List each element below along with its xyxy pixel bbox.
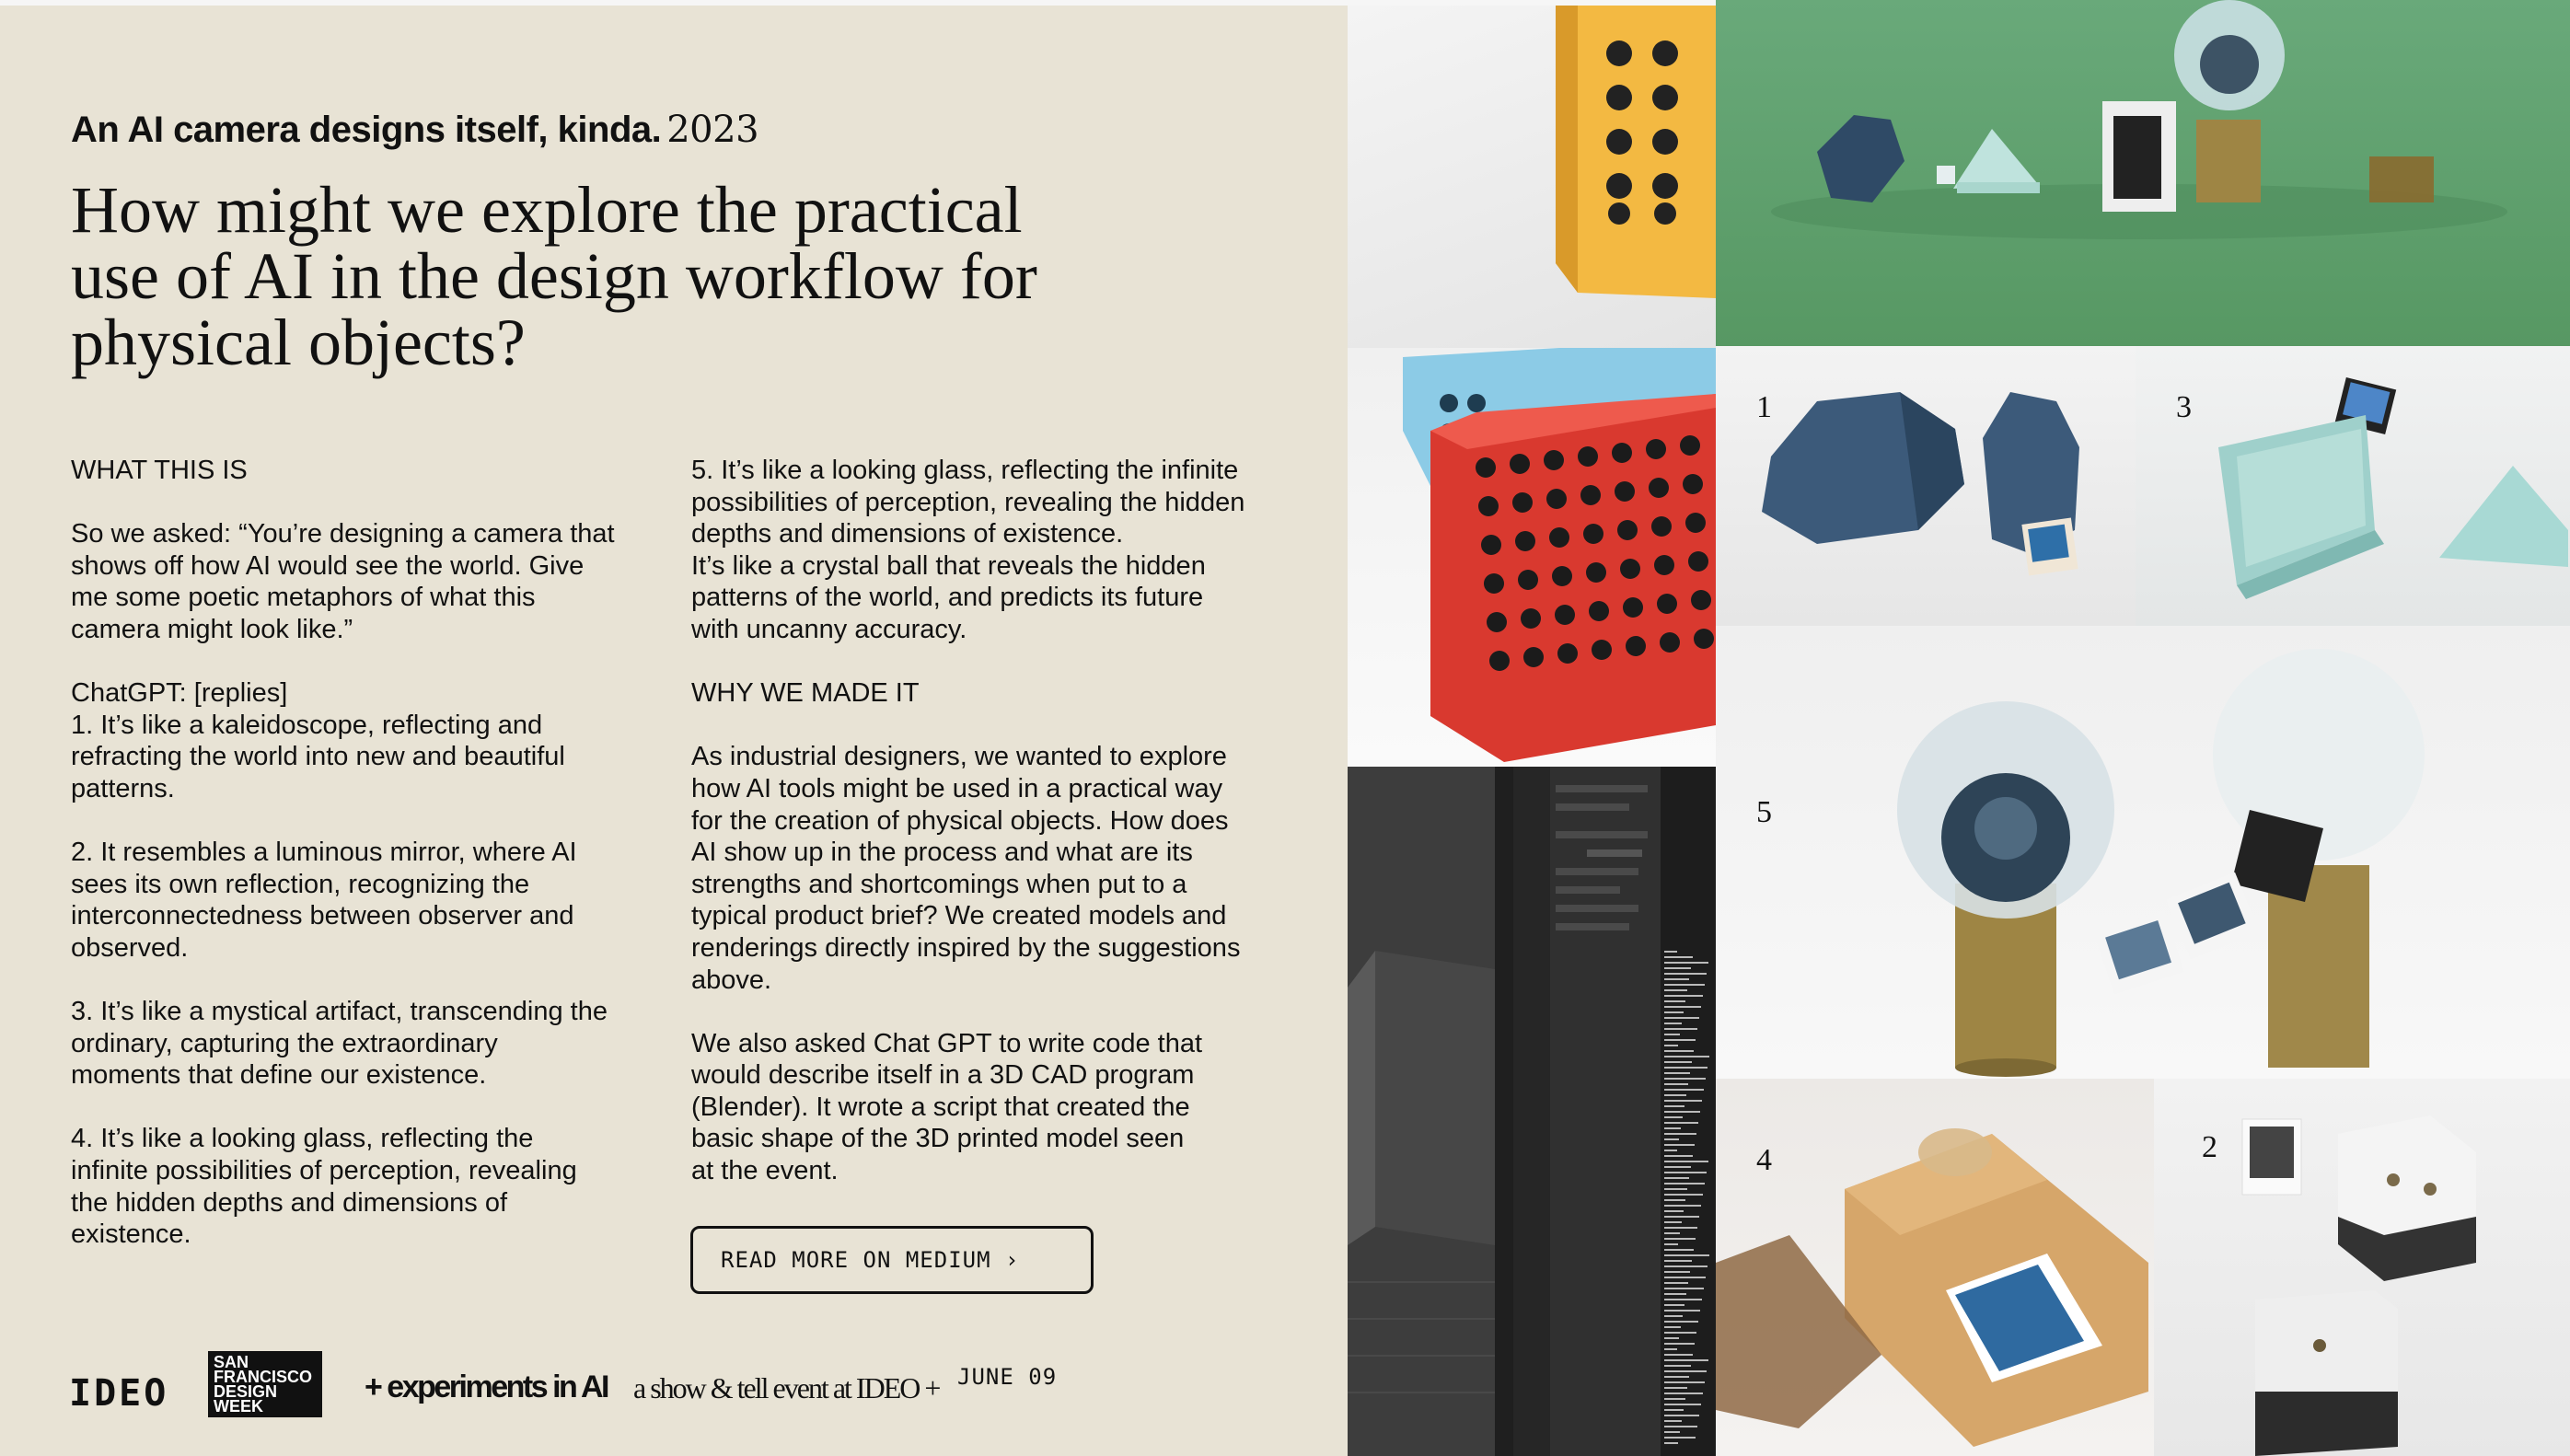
code-line	[1664, 1089, 1704, 1091]
text-line: 2. It resembles a luminous mirror, where AI	[71, 838, 577, 868]
speaker-hole	[1612, 443, 1632, 463]
yellow-camera-render	[1348, 6, 1716, 348]
text-line: above.	[691, 965, 772, 995]
speaker-hole	[1578, 446, 1598, 467]
concept-number-1: 1	[1756, 390, 1772, 424]
code-line	[1664, 1094, 1686, 1096]
text-line: It’s like a crystal ball that reveals the hidden	[691, 550, 1206, 581]
code-line	[1664, 984, 1705, 986]
code-line	[1664, 1387, 1687, 1389]
code-line	[1664, 1039, 1696, 1041]
speaker-hole	[1583, 524, 1603, 544]
code-line	[1664, 1426, 1697, 1427]
code-line	[1664, 1442, 1678, 1444]
speaker-hole	[1481, 535, 1501, 555]
code-line	[1664, 1028, 1697, 1030]
speaker-hole	[1487, 612, 1507, 632]
code-line	[1664, 1415, 1699, 1416]
text-line: ordinary, capturing the extraordinary	[71, 1028, 498, 1058]
code-line	[1664, 951, 1677, 953]
code-line	[1664, 1111, 1700, 1113]
blender-script-editor	[1661, 767, 1716, 1456]
sfdw-line: SAN	[214, 1353, 249, 1371]
speaker-hole	[1523, 647, 1544, 667]
ideo-logo: IDEO	[69, 1372, 169, 1415]
code-line	[1664, 1177, 1689, 1179]
paragraph-gap	[71, 646, 615, 678]
speaker-hole	[1646, 439, 1666, 459]
red-blue-camera-illustration	[1348, 348, 1716, 767]
text-line: We also asked Chat GPT to write code that	[691, 1028, 1203, 1058]
event-date: JUNE 09	[957, 1364, 1058, 1390]
concept-2-render	[2154, 1079, 2570, 1456]
code-line	[1664, 1326, 1681, 1328]
code-line	[1664, 1365, 1691, 1367]
code-line	[1664, 1354, 1693, 1356]
text-line: at the event.	[691, 1156, 839, 1186]
headline-line: use of AI in the design workflow for	[71, 239, 1037, 313]
code-line	[1664, 1254, 1709, 1256]
speaker-hole	[1660, 632, 1680, 653]
text-line: shows off how AI would see the world. Give	[71, 550, 585, 581]
speaker-hole	[1654, 555, 1674, 575]
concept-5-render	[1716, 626, 2570, 1079]
code-line	[1664, 1277, 1706, 1278]
text-line: renderings directly inspired by the suggestions	[691, 932, 1241, 963]
text-line: patterns.	[71, 773, 175, 803]
code-line	[1664, 1105, 1684, 1107]
speaker-hole	[1589, 601, 1609, 621]
concept-number-3: 3	[2176, 390, 2192, 424]
sfdw-line: WEEK	[214, 1397, 263, 1416]
code-line	[1664, 962, 1708, 964]
code-line	[1664, 1221, 1682, 1223]
code-line	[1664, 1133, 1696, 1135]
camera-family-render	[1716, 0, 2570, 346]
text-line: with uncanny accuracy.	[691, 614, 967, 644]
concept-4-render	[1716, 1079, 2154, 1456]
code-line	[1664, 995, 1703, 997]
speaker-hole	[1478, 496, 1499, 516]
speaker-hole	[1484, 573, 1504, 594]
speaker-hole	[1546, 489, 1567, 509]
code-line	[1664, 1232, 1680, 1234]
code-line	[1664, 1238, 1696, 1240]
paragraph-gap	[71, 965, 615, 997]
code-line	[1664, 1210, 1684, 1212]
text-line: refracting the world into new and beautiful	[71, 742, 565, 772]
speaker-hole	[1476, 457, 1496, 478]
what-this-is-column	[71, 455, 615, 1251]
code-line	[1664, 1271, 1690, 1273]
text-line: 4. It’s like a looking glass, reflecting the	[71, 1124, 534, 1154]
speaker-hole	[1512, 492, 1533, 513]
text-line: moments that define our existence.	[71, 1060, 487, 1091]
code-line	[1664, 1138, 1679, 1140]
code-line	[1664, 1249, 1694, 1251]
text-line: interconnectedness between observer and	[71, 901, 574, 931]
paragraph-gap	[71, 1092, 615, 1124]
speaker-hole	[1623, 597, 1643, 618]
concept-number-4: 4	[1756, 1143, 1772, 1177]
speaker-hole	[1580, 485, 1601, 505]
speaker-hole	[1649, 478, 1669, 498]
speaker-hole	[1688, 551, 1708, 572]
code-line	[1664, 1337, 1679, 1339]
code-line	[1664, 978, 1689, 980]
speaker-hole	[1691, 590, 1711, 610]
experiments-in-ai-logo: + experiments in AI	[365, 1369, 608, 1404]
text-line: depths and dimensions of existence.	[691, 519, 1124, 549]
code-line	[1664, 1194, 1703, 1196]
code-line	[1664, 1398, 1685, 1400]
code-line	[1664, 1006, 1701, 1008]
page-headline	[71, 173, 1175, 379]
script-lines	[1661, 767, 1716, 1456]
prism-camera-illustration	[2136, 346, 2570, 626]
code-line	[1664, 1023, 1682, 1024]
code-line	[1664, 1392, 1703, 1394]
project-title-text: An AI camera designs itself, kinda.	[71, 110, 662, 150]
sf-design-week-logo	[208, 1351, 322, 1417]
code-line	[1664, 1161, 1708, 1162]
code-line	[1664, 1199, 1685, 1201]
paragraph-gap	[691, 996, 1244, 1028]
speaker-hole	[1615, 481, 1635, 502]
concept-number-2: 2	[2202, 1130, 2217, 1164]
text-line: for the creation of physical objects. How does	[691, 805, 1229, 836]
code-line	[1664, 1011, 1684, 1013]
code-line	[1664, 1348, 1677, 1350]
speaker-hole	[1549, 527, 1569, 548]
speaker-hole	[1544, 450, 1564, 470]
code-line	[1664, 1332, 1696, 1334]
code-line	[1664, 967, 1691, 969]
code-line	[1664, 1034, 1680, 1035]
code-line	[1664, 1343, 1695, 1345]
text-line: ChatGPT: [replies]	[71, 678, 288, 709]
hexagonal-camera-illustration	[1716, 346, 2136, 626]
code-line	[1664, 1310, 1700, 1312]
info-panel	[0, 6, 1348, 1456]
code-line	[1664, 1127, 1681, 1129]
concept-3-render	[2136, 346, 2570, 626]
code-line	[1664, 1282, 1688, 1284]
text-line: So we asked: “You’re designing a camera that	[71, 519, 615, 549]
text-line: AI show up in the process and what are its	[691, 838, 1193, 868]
blender-viewport	[1348, 767, 1495, 1456]
show-and-tell-text: a show & tell event at IDEO +	[633, 1371, 940, 1404]
code-line	[1664, 1017, 1699, 1019]
code-line	[1664, 1067, 1708, 1069]
code-line	[1664, 1083, 1688, 1085]
speaker-hole	[1685, 513, 1706, 533]
code-line	[1664, 1359, 1708, 1361]
why-we-made-it-column	[691, 455, 1244, 1187]
code-line	[1664, 1216, 1699, 1218]
code-line	[1664, 1299, 1702, 1300]
code-line	[1664, 1078, 1706, 1080]
concept-1-render	[1716, 346, 2136, 626]
code-line	[1664, 1404, 1701, 1405]
text-line: As industrial designers, we wanted to explore	[691, 742, 1227, 772]
text-line: WHAT THIS IS	[71, 456, 248, 485]
blender-properties-panel	[1550, 767, 1661, 1456]
code-line	[1664, 1183, 1705, 1184]
code-line	[1664, 1000, 1685, 1002]
code-line	[1664, 1409, 1684, 1411]
speaker-hole	[1651, 516, 1672, 537]
text-line: existence.	[71, 1219, 191, 1250]
viewport-cube-icon	[1348, 767, 1495, 1456]
code-line	[1664, 1437, 1696, 1439]
code-line	[1664, 1321, 1698, 1323]
text-line: camera might look like.”	[71, 614, 353, 644]
code-line	[1664, 1166, 1691, 1168]
code-line	[1664, 1072, 1690, 1074]
speaker-hole	[1521, 608, 1541, 629]
speaker-hole	[1586, 562, 1606, 583]
text-line: would describe itself in a 3D CAD program	[691, 1060, 1195, 1091]
text-line: sees its own reflection, recognizing the	[71, 869, 530, 899]
headline-line: physical objects?	[71, 306, 526, 379]
speaker-hole	[1680, 435, 1700, 456]
project-title	[71, 109, 758, 151]
code-line	[1664, 1155, 1693, 1157]
code-line	[1664, 1431, 1680, 1433]
code-line	[1664, 1188, 1687, 1190]
code-line	[1664, 1150, 1677, 1151]
code-line	[1664, 1420, 1682, 1422]
code-line	[1664, 1061, 1692, 1063]
text-line: 1. It’s like a kaleidoscope, reflecting and	[71, 710, 543, 740]
looking-glass-camera-illustration	[1716, 1079, 2154, 1456]
code-line	[1664, 1288, 1704, 1289]
code-line	[1664, 1172, 1707, 1173]
text-line: how AI tools might be used in a practical way	[691, 773, 1223, 803]
code-line	[1664, 989, 1687, 991]
speaker-hole	[1683, 474, 1703, 494]
text-line: me some poetic metaphors of what this	[71, 583, 536, 613]
code-line	[1664, 1293, 1686, 1295]
code-line	[1664, 1370, 1707, 1372]
blender-screenshot	[1348, 767, 1716, 1456]
camera-family-illustration	[1716, 0, 2570, 346]
code-line	[1664, 1376, 1689, 1378]
code-line	[1664, 1265, 1708, 1267]
blender-sidebar-tabs	[1495, 767, 1513, 1456]
text-line: typical product brief? We created models and	[691, 901, 1227, 931]
speaker-hole	[1557, 643, 1578, 664]
text-line: the hidden depths and dimensions of	[71, 1187, 508, 1218]
code-line	[1664, 1315, 1683, 1317]
footer-logos	[0, 1322, 1348, 1416]
paragraph-gap	[71, 487, 615, 519]
text-line: infinite possibilities of perception, revealing	[71, 1156, 577, 1186]
text-line: possibilities of perception, revealing the hidden	[691, 487, 1245, 517]
code-line	[1664, 1144, 1695, 1146]
text-line: strengths and shortcomings when put to a	[691, 869, 1187, 899]
text-line: 5. It’s like a looking glass, reflecting the infinite	[691, 456, 1239, 485]
code-line	[1664, 1381, 1705, 1383]
text-line: WHY WE MADE IT	[691, 678, 920, 709]
code-line	[1664, 1205, 1701, 1207]
sfdw-line: DESIGN	[214, 1382, 278, 1401]
text-line: patterns of the world, and predicts its future	[691, 583, 1204, 613]
properties-rows	[1550, 767, 1661, 969]
code-line	[1664, 1260, 1692, 1262]
text-line: 3. It’s like a mystical artifact, transcending the	[71, 997, 608, 1027]
speaker-hole	[1518, 570, 1538, 590]
code-line	[1664, 1122, 1698, 1124]
speaker-hole	[1515, 531, 1535, 551]
speaker-hole	[1489, 651, 1510, 671]
speaker-hole	[1555, 605, 1575, 625]
speaker-hole	[1694, 629, 1714, 649]
code-line	[1664, 1100, 1702, 1102]
paragraph-gap	[691, 710, 1244, 742]
speaker-hole	[1592, 640, 1612, 660]
code-line	[1664, 1045, 1678, 1046]
code-line	[1664, 1116, 1683, 1118]
speaker-hole	[1657, 594, 1677, 614]
read-more-on-medium-button[interactable]: READ MORE ON MEDIUM ›	[690, 1226, 1094, 1294]
code-line	[1664, 1050, 1694, 1052]
paragraph-gap	[71, 805, 615, 838]
code-line	[1664, 1056, 1709, 1057]
crystal-ball-camera-illustration	[1716, 626, 2570, 1079]
text-line: observed.	[71, 932, 189, 963]
red-blue-camera-render	[1348, 348, 1716, 767]
concept-number-5: 5	[1756, 795, 1772, 829]
paragraph-gap	[691, 646, 1244, 678]
headline-line: How might we explore the practical	[71, 173, 1023, 247]
code-line	[1664, 1304, 1684, 1306]
speaker-hole	[1617, 520, 1638, 540]
code-line	[1664, 1243, 1678, 1245]
speaker-hole	[1510, 454, 1530, 474]
project-year: 2023	[666, 109, 759, 151]
code-line	[1664, 1227, 1697, 1229]
code-line	[1664, 956, 1693, 958]
speaker-hole	[1552, 566, 1572, 586]
code-line	[1664, 973, 1707, 975]
sfdw-line: FRANCISCO	[214, 1368, 312, 1386]
speaker-hole	[1620, 559, 1640, 579]
text-line: (Blender). It wrote a script that created the	[691, 1092, 1190, 1122]
speaker-hole	[1626, 636, 1646, 656]
yellow-camera-illustration	[1348, 6, 1716, 348]
text-line: basic shape of the 3D printed model seen	[691, 1124, 1185, 1154]
